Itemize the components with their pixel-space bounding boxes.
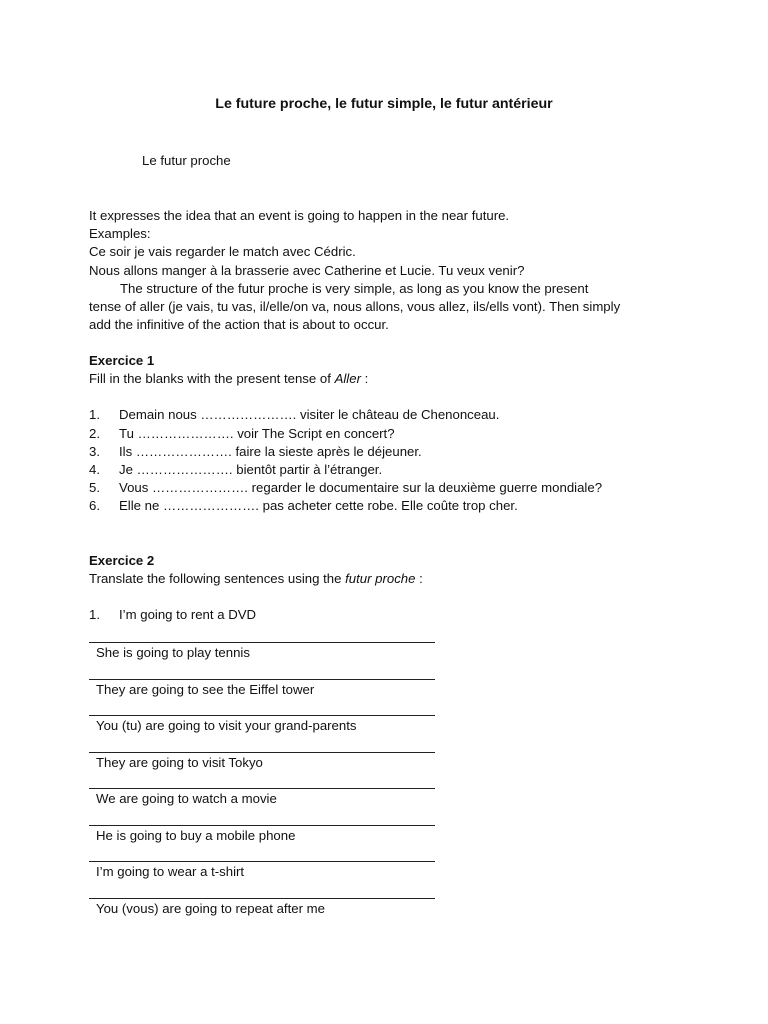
list-item	[89, 443, 689, 461]
translation-lines	[89, 625, 449, 917]
translation-item-first	[89, 606, 689, 624]
instruction-emphasis: futur proche	[345, 571, 416, 587]
sentence-text: He is going to buy a mobile phone	[96, 827, 296, 843]
answer-line	[89, 825, 435, 826]
list-item	[89, 497, 689, 515]
instruction-text: :	[415, 571, 423, 587]
examples-label: Examples:	[89, 226, 151, 242]
exercice-1	[89, 352, 689, 516]
answer-line	[89, 861, 435, 862]
page-title: Le future proche, le futur simple, le futur antérieur	[215, 96, 553, 112]
translation-row	[89, 698, 449, 735]
item-number: 3.	[89, 443, 100, 459]
section-heading: Le futur proche	[142, 153, 231, 168]
answer-line	[89, 679, 435, 680]
list-item	[89, 425, 689, 443]
example-sentence: Nous allons manger à la brasserie avec Catherine et Lucie. Tu veux venir?	[89, 262, 525, 278]
instruction-text: :	[360, 371, 369, 387]
instruction-text: Translate the following sentences using the	[89, 571, 346, 587]
answer-line	[89, 715, 435, 716]
item-text: Ils …………………. faire la sieste après le déjeuner.	[119, 443, 422, 459]
example-sentence: Ce soir je vais regarder le match avec Cédric.	[89, 244, 356, 260]
item-number: 2.	[89, 425, 100, 441]
item-number: 4.	[89, 462, 100, 478]
translation-row	[89, 625, 449, 662]
item-text: Demain nous …………………. visiter le château de Chenonceau.	[119, 407, 500, 423]
instruction-emphasis: Aller	[334, 371, 361, 387]
sentence-text: We are going to watch a movie	[96, 791, 277, 806]
sentence-text: You (vous) are going to repeat after me	[96, 900, 325, 916]
item-text: Tu …………………. voir The Script en concert?	[119, 425, 395, 441]
item-number: 1.	[89, 407, 100, 423]
sentence-text: She is going to play tennis	[96, 645, 250, 660]
sentence-text: They are going to see the Eiffel tower	[96, 681, 315, 697]
translation-row	[89, 662, 449, 699]
structure-line: tense of aller (je vais, tu vas, il/elle/on va, nous allons, vous allez, ils/ells vont). Then simply	[89, 299, 621, 315]
translation-row	[89, 808, 449, 845]
list-item	[89, 406, 689, 424]
list-item	[89, 479, 689, 497]
answer-line	[89, 788, 435, 789]
answer-line	[89, 752, 435, 753]
list-item	[89, 461, 689, 479]
intro-paragraph	[89, 207, 689, 334]
sentence-text: They are going to visit Tokyo	[96, 754, 263, 770]
exercise-1-list	[89, 406, 689, 515]
instruction-text: Fill in the blanks with the present tense of	[89, 371, 335, 387]
item-number: 1.	[89, 607, 100, 623]
item-number: 6.	[89, 498, 100, 514]
exercise-heading: Exercice 2	[89, 553, 155, 568]
item-text: Je …………………. bientôt partir à l’étranger.	[119, 462, 383, 478]
translation-row	[89, 844, 449, 881]
exercise-instruction	[89, 370, 689, 388]
intro-line: It expresses the idea that an event is going to happen in the near future.	[89, 208, 510, 223]
structure-line: add the infinitive of the action that is about to occur.	[89, 317, 389, 333]
translation-row	[89, 771, 449, 808]
item-number: 5.	[89, 480, 100, 496]
sentence-text: You (tu) are going to visit your grand-parents	[96, 718, 357, 733]
answer-line	[89, 642, 435, 643]
translation-row	[89, 735, 449, 772]
item-text: Elle ne …………………. pas acheter cette robe. Elle coûte trop cher.	[119, 498, 518, 514]
sentence-text: I’m going to wear a t-shirt	[96, 864, 245, 879]
exercise-instruction	[89, 570, 689, 588]
item-text: Vous …………………. regarder le documentaire sur la deuxième guerre mondiale?	[119, 480, 603, 496]
sentence-text: I’m going to rent a DVD	[119, 607, 257, 623]
answer-line	[89, 898, 435, 899]
translation-row	[89, 881, 449, 918]
exercice-2	[89, 552, 689, 625]
structure-line: The structure of the futur proche is very simple, as long as you know the present	[120, 280, 589, 296]
exercise-heading: Exercice 1	[89, 353, 155, 368]
